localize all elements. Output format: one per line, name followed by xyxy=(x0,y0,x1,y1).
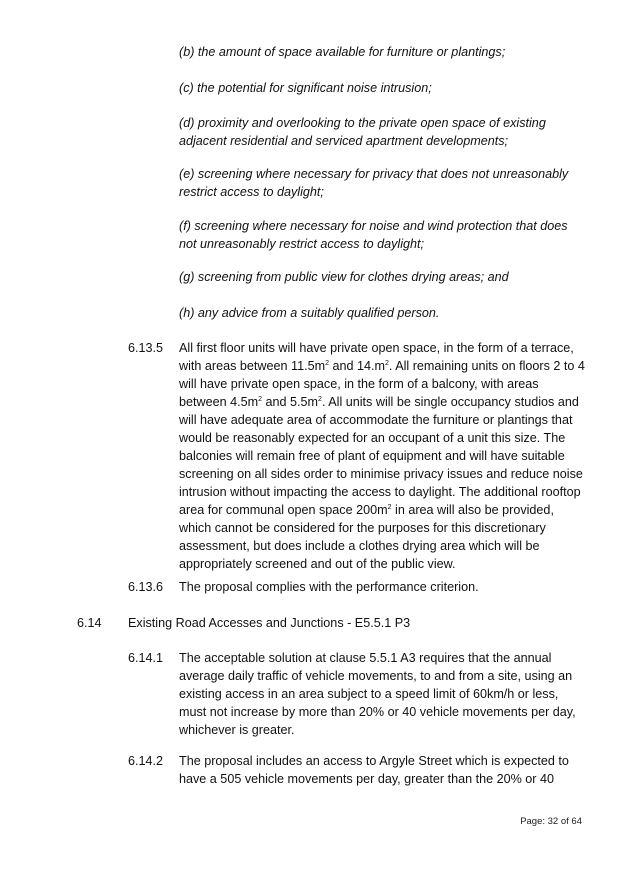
section-number-6-14: 6.14 xyxy=(77,616,102,630)
para-6-13-6-text: The proposal complies with the performance criterion. xyxy=(179,580,479,594)
page-number-footer: Page: 32 of 64 xyxy=(520,816,582,827)
section-title-6-14: Existing Road Accesses and Junctions - E5.5.1 P3 xyxy=(128,616,411,630)
criterion-h: (h) any advice from a suitably qualified person. xyxy=(179,306,440,320)
para-number-6-13-5: 6.13.5 xyxy=(128,341,164,355)
criterion-c: (c) the potential for significant noise intrusion; xyxy=(179,81,432,95)
criterion-g: (g) screening from public view for clothes drying areas; and xyxy=(179,270,509,284)
criterion-b: (b) the amount of space available for furniture or plantings; xyxy=(179,45,506,59)
criterion-f: (f) screening where necessary for noise and wind protection that does not unreasonably restrict access to daylight; xyxy=(179,219,568,251)
criterion-e: (e) screening where necessary for privacy that does not unreasonably restrict access to daylight; xyxy=(179,167,569,199)
criterion-d: (d) proximity and overlooking to the private open space of existing adjacent residential and serviced apartment developments; xyxy=(179,116,546,148)
para-6-14-2-text: The proposal includes an access to Argyle Street which is expected to have a 505 vehicle movements per day, greater than the 20% or 40 xyxy=(179,754,569,786)
para-6-14-1-text: The acceptable solution at clause 5.5.1 A3 requires that the annual average daily traffic of vehicle movements, to and from a site, using an existing access in an area subject to a speed limit of 60km/h or less, must not increase by more than 20% or 40 vehicle movements per day, whichever is greater. xyxy=(179,651,576,737)
para-number-6-13-6: 6.13.6 xyxy=(128,580,164,594)
para-number-6-14-1: 6.14.1 xyxy=(128,651,164,665)
para-6-13-5-text: All first floor units will have private open space, in the form of a terrace, with areas between $11.5m^2$ and $14.m^2$. All remaining units on floors 2 to 4 will have private open space, in the form of a balcony, with areas between $4.5m^2$ and $5.5m^2$. All units will be single occupancy studios and will have adequate area of accommodate the furniture or plantings that would be reasonably expected for an occupant of a unit this size. The balconies will remain free of plant of equipment and will have suitable screening on all sides order to minimise privacy issues and reduce noise intrusion without impacting the access to daylight. The additional rooftop area for communal open space $200m^2$ in area will also be provided, which cannot be considered for the purposes for this discretionary assessment, but does include a clothes drying area which will be appropriately screened and out of the public view. xyxy=(179,341,585,571)
para-number-6-14-2: 6.14.2 xyxy=(128,754,164,768)
